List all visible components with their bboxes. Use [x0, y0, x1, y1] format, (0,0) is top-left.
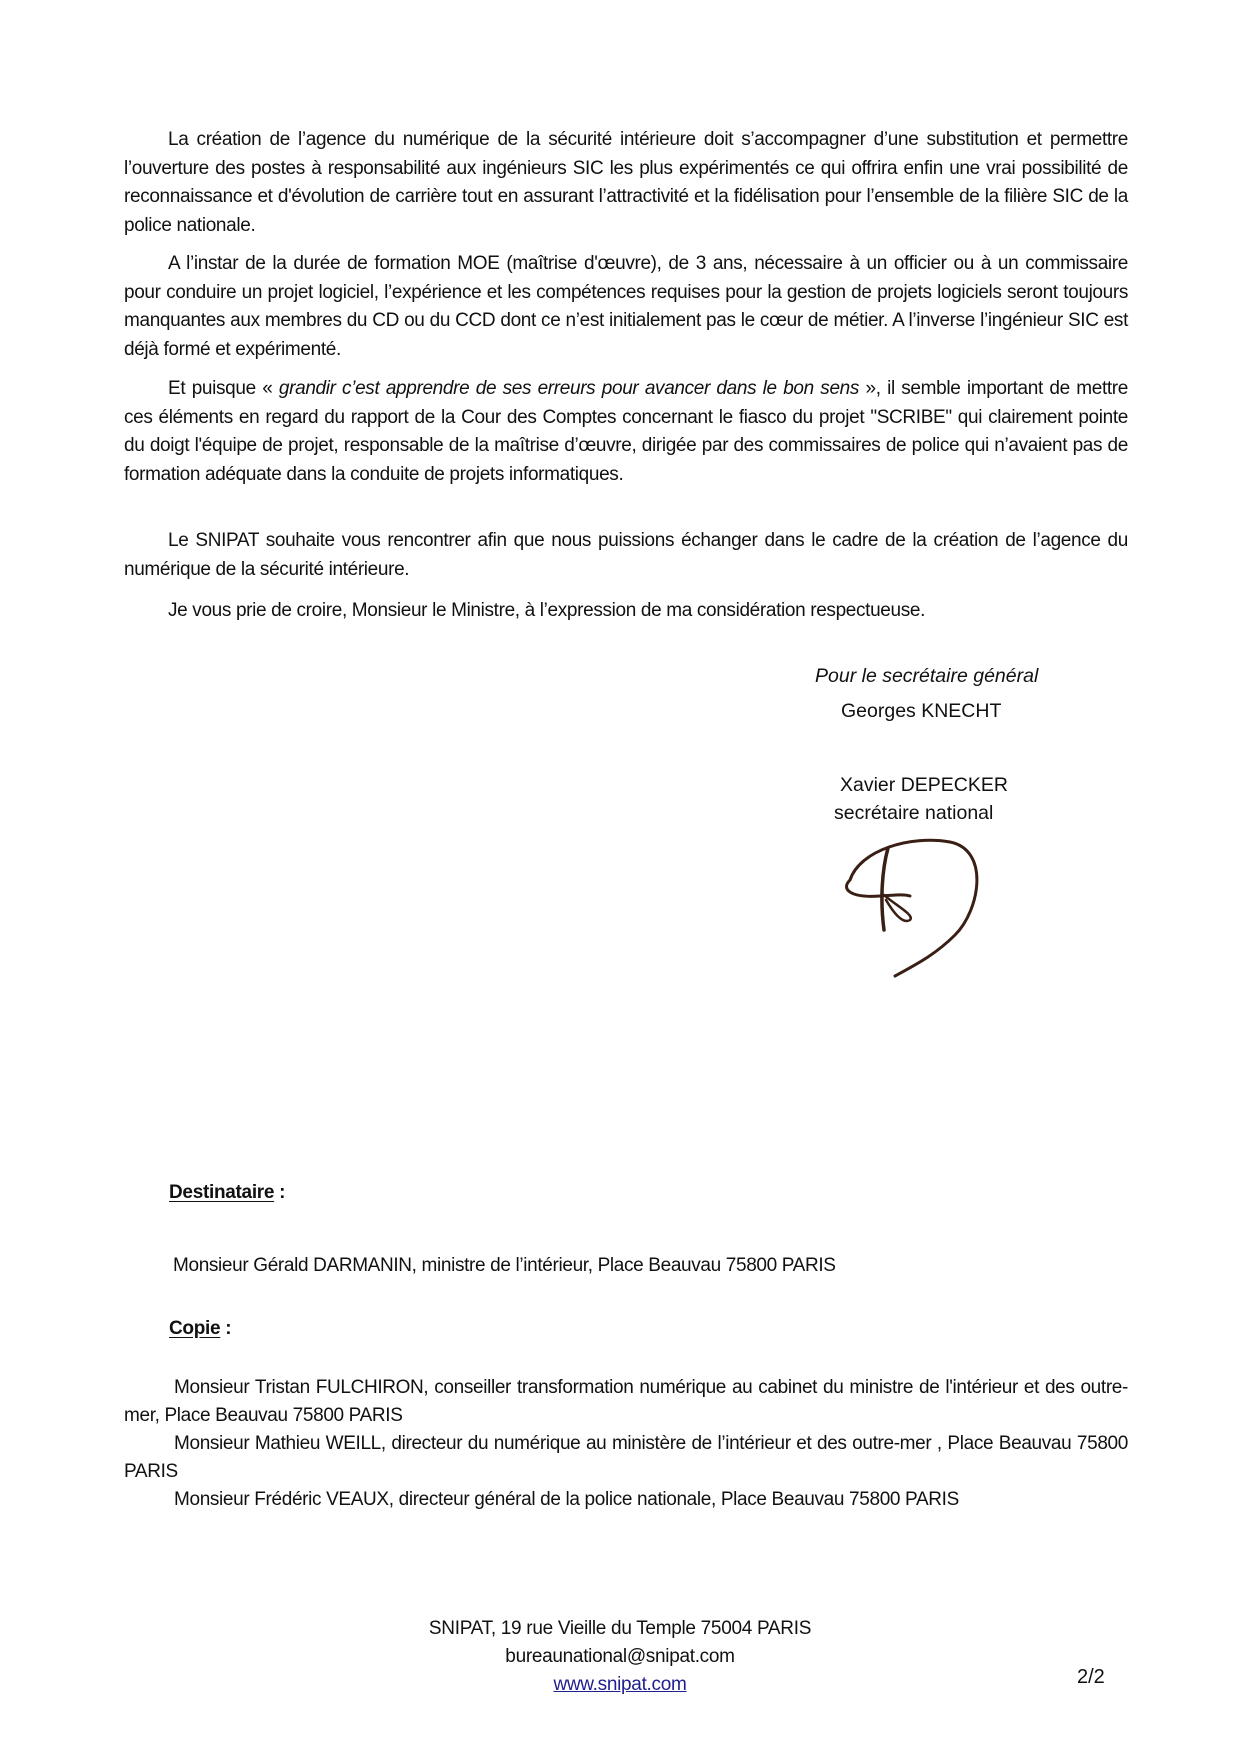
recipient-heading — [169, 1182, 285, 1204]
paragraph-closing — [124, 597, 1128, 626]
copy-recipient: Monsieur Mathieu WEILL, directeur du numérique au ministère de l’intérieur et des outre-mer , Place Beauvau 75800 PARIS — [124, 1433, 1128, 1482]
signature-on-behalf: Pour le secrétaire général — [815, 665, 1039, 687]
recipient-heading-colon: : — [274, 1182, 286, 1203]
handwritten-signature-icon — [840, 830, 1000, 980]
footer-website-link[interactable]: www.snipat.com — [553, 1674, 687, 1695]
footer-address: SNIPAT, 19 rue Vieille du Temple 75004 PARIS — [428, 1618, 812, 1639]
page-footer — [370, 1615, 870, 1699]
signatory-title: secrétaire national — [834, 802, 994, 824]
paragraph-text: Je vous prie de croire, Monsieur le Ministre, à l’expression de ma considération respectueuse. — [168, 600, 926, 621]
paragraph-agency-creation — [124, 126, 1128, 240]
copy-heading — [169, 1318, 231, 1340]
quote-open: Et puisque « — [168, 378, 279, 399]
quote-rest: », il semble important de mettre ces éléments en regard du rapport de la Cour des Comptes concernant le fiasco du projet "SCRIBE" qui clairement pointe du doigt l'équipe de projet, responsable de la maîtrise d’œuvre, dirigée par des commissaires de police qui n’avaient pas de formation adéquate dans la conduite de projets informatiques. — [124, 378, 1128, 485]
paragraph-meeting-request — [124, 527, 1128, 584]
paragraph-text: La création de l’agence du numérique de la sécurité intérieure doit s’accompagner d’une substitution et permettre l’ouverture des postes à responsabilité aux ingénieurs SIC les plus expérimentés ce qui offrira enfin une vrai possibilité de reconnaissance et d'évolution de carrière tout en assurant l’attractivité et la fidélisation pour l’ensemble de la filière SIC de la police nationale. — [124, 129, 1128, 236]
recipient-heading-label: Destinataire — [169, 1182, 275, 1203]
signatory-general-secretary: Georges KNECHT — [841, 700, 1002, 722]
copy-list — [124, 1374, 1128, 1514]
copy-heading-colon: : — [220, 1318, 232, 1339]
paragraph-text: Le SNIPAT souhaite vous rencontrer afin que nous puissions échanger dans le cadre de la création de l’agence du numérique de la sécurité intérieure. — [124, 530, 1128, 580]
signatory-name: Xavier DEPECKER — [840, 774, 1008, 796]
paragraph-scribe-project — [124, 375, 1128, 489]
copy-recipient: Monsieur Frédéric VEAUX, directeur général de la police nationale, Place Beauvau 75800 PARIS — [174, 1489, 959, 1510]
page-number: 2/2 — [1077, 1666, 1105, 1688]
footer-email: bureaunational@snipat.com — [505, 1646, 735, 1667]
recipient-line: Monsieur Gérald DARMANIN, ministre de l’intérieur, Place Beauvau 75800 PARIS — [173, 1255, 836, 1276]
paragraph-text: A l’instar de la durée de formation MOE (maîtrise d'œuvre), de 3 ans, nécessaire à un officier ou à un commissaire pour conduire un projet logiciel, l’expérience et les compétences requises pour la gestion de projets logiciels seront toujours manquantes aux membres du CD ou du CCD dont ce n’est initialement pas le cœur de métier. A l’inverse l’ingénieur SIC est déjà formé et expérimenté. — [124, 253, 1128, 360]
copy-recipient: Monsieur Tristan FULCHIRON, conseiller transformation numérique au cabinet du ministre de l'intérieur et des outre-mer, Place Beauvau 75800 PARIS — [124, 1377, 1128, 1426]
quote-text: grandir c’est apprendre de ses erreurs pour avancer dans le bon sens — [278, 378, 860, 399]
paragraph-text — [124, 375, 1128, 489]
paragraph-moe-training — [124, 250, 1128, 364]
copy-heading-label: Copie — [169, 1318, 221, 1339]
